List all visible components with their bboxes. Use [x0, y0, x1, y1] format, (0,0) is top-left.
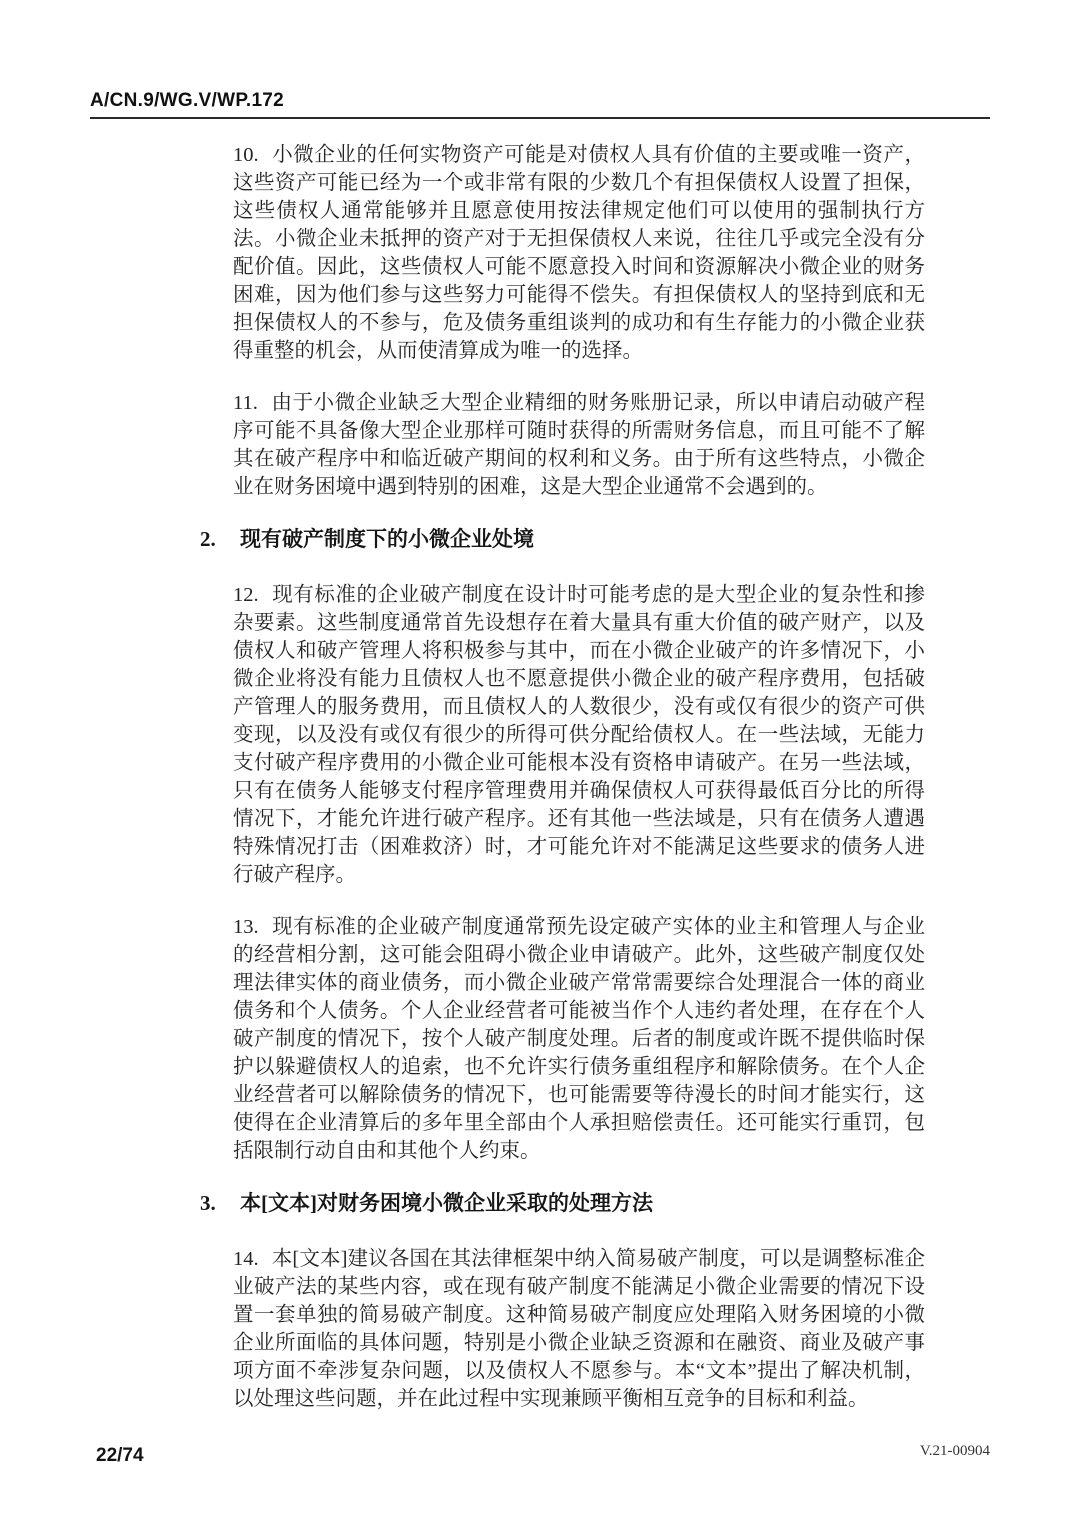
paragraph-text: 现有标准的企业破产制度在设计时可能考虑的是大型企业的复杂性和掺杂要素。这些制度通常首先设想存在着大量具有重大价值的破产财产，以及债权人和破产管理人将积极参与其中，而在小微企业破产的许多情况下，小微企业将没有能力且债权人也不愿意提供小微企业的破产程序费用，包括破产管理人的服务费用，而且债权人的人数很少，没有或仅有很少的资产可供变现，以及没有或仅有很少的所得可供分配给债权人。在一些法域，无能力支付破产程序费用的小微企业可能根本没有资格申请破产。在另一些法域，只有在债务人能够支付程序管理费用并确保债权人可获得最低百分比的所得情况下，才能允许进行破产程序。还有其他一些法域是，只有在债务人遭遇特殊情况打击（困难救济）时，才可能允许对不能满足这些要求的债务人进行破产程序。 [233, 584, 925, 886]
paragraph-11 [233, 389, 925, 501]
page-header [90, 90, 990, 119]
section-heading-3 [200, 1189, 925, 1217]
document-symbol: A/CN.9/WG.V/WP.172 [90, 90, 285, 111]
heading-number: 2. [200, 527, 216, 551]
page-number: 22/74 [96, 1445, 144, 1466]
paragraph-12 [233, 581, 925, 889]
section-heading-2 [200, 525, 925, 553]
document-id: V.21-00904 [919, 1443, 990, 1459]
heading-number: 3. [200, 1191, 216, 1215]
paragraph-number: 11. [233, 392, 258, 414]
heading-text: 本[文本]对财务困境小微企业采取的处理方法 [240, 1191, 653, 1215]
paragraph-14 [233, 1245, 925, 1413]
paragraph-number: 12. [233, 584, 259, 606]
paragraph-number: 14. [233, 1248, 259, 1270]
document-body [200, 141, 925, 1437]
paragraph-text: 由于小微企业缺乏大型企业精细的财务账册记录，所以申请启动破产程序可能不具备像大型企业那样可随时获得的所需财务信息，而且可能不了解其在破产程序中和临近破产期间的权利和义务。由于所有这些特点，小微企业在财务困境中遇到特别的困难，这是大型企业通常不会遇到的。 [233, 392, 925, 498]
page-footer [90, 1443, 990, 1467]
paragraph-text: 现有标准的企业破产制度通常预先设定破产实体的业主和管理人与企业的经营相分割，这可能会阻碍小微企业申请破产。此外，这些破产制度仅处理法律实体的商业债务，而小微企业破产常常需要综合处理混合一体的商业债务和个人债务。个人企业经营者可能被当作个人违约者处理，在存在个人破产制度的情况下，按个人破产制度处理。后者的制度或许既不提供临时保护以躲避债权人的追索，也不允许实行债务重组程序和解除债务。在个人企业经营者可以解除债务的情况下，也可能需要等待漫长的时间才能实行，这使得在企业清算后的多年里全部由个人承担赔偿责任。还可能实行重罚，包括限制行动自由和其他个人约束。 [233, 916, 925, 1162]
paragraph-10 [233, 141, 925, 365]
paragraph-text: 本[文本]建议各国在其法律框架中纳入简易破产制度，可以是调整标准企业破产法的某些内容，或在现有破产制度不能满足小微企业需要的情况下设置一套单独的简易破产制度。这种简易破产制度应处理陷入财务困境的小微企业所面临的具体问题，特别是小微企业缺乏资源和在融资、商业及破产事项方面不牵涉复杂问题，以及债权人不愿参与。本“文本”提出了解决机制，以处理这些问题，并在此过程中实现兼顾平衡相互竞争的目标和利益。 [233, 1248, 925, 1410]
heading-text: 现有破产制度下的小微企业处境 [240, 527, 534, 551]
paragraph-13 [233, 913, 925, 1165]
paragraph-number: 13. [233, 916, 259, 938]
paragraph-number: 10. [233, 144, 259, 166]
header-rule [90, 117, 990, 119]
paragraph-text: 小微企业的任何实物资产可能是对债权人具有价值的主要或唯一资产，这些资产可能已经为一个或非常有限的少数几个有担保债权人设置了担保，这些债权人通常能够并且愿意使用按法律规定他们可以使用的强制执行方法。小微企业未抵押的资产对于无担保债权人来说，往往几乎或完全没有分配价值。因此，这些债权人可能不愿意投入时间和资源解决小微企业的财务困难，因为他们参与这些努力可能得不偿失。有担保债权人的坚持到底和无担保债权人的不参与，危及债务重组谈判的成功和有生存能力的小微企业获得重整的机会，从而使清算成为唯一的选择。 [233, 144, 925, 362]
